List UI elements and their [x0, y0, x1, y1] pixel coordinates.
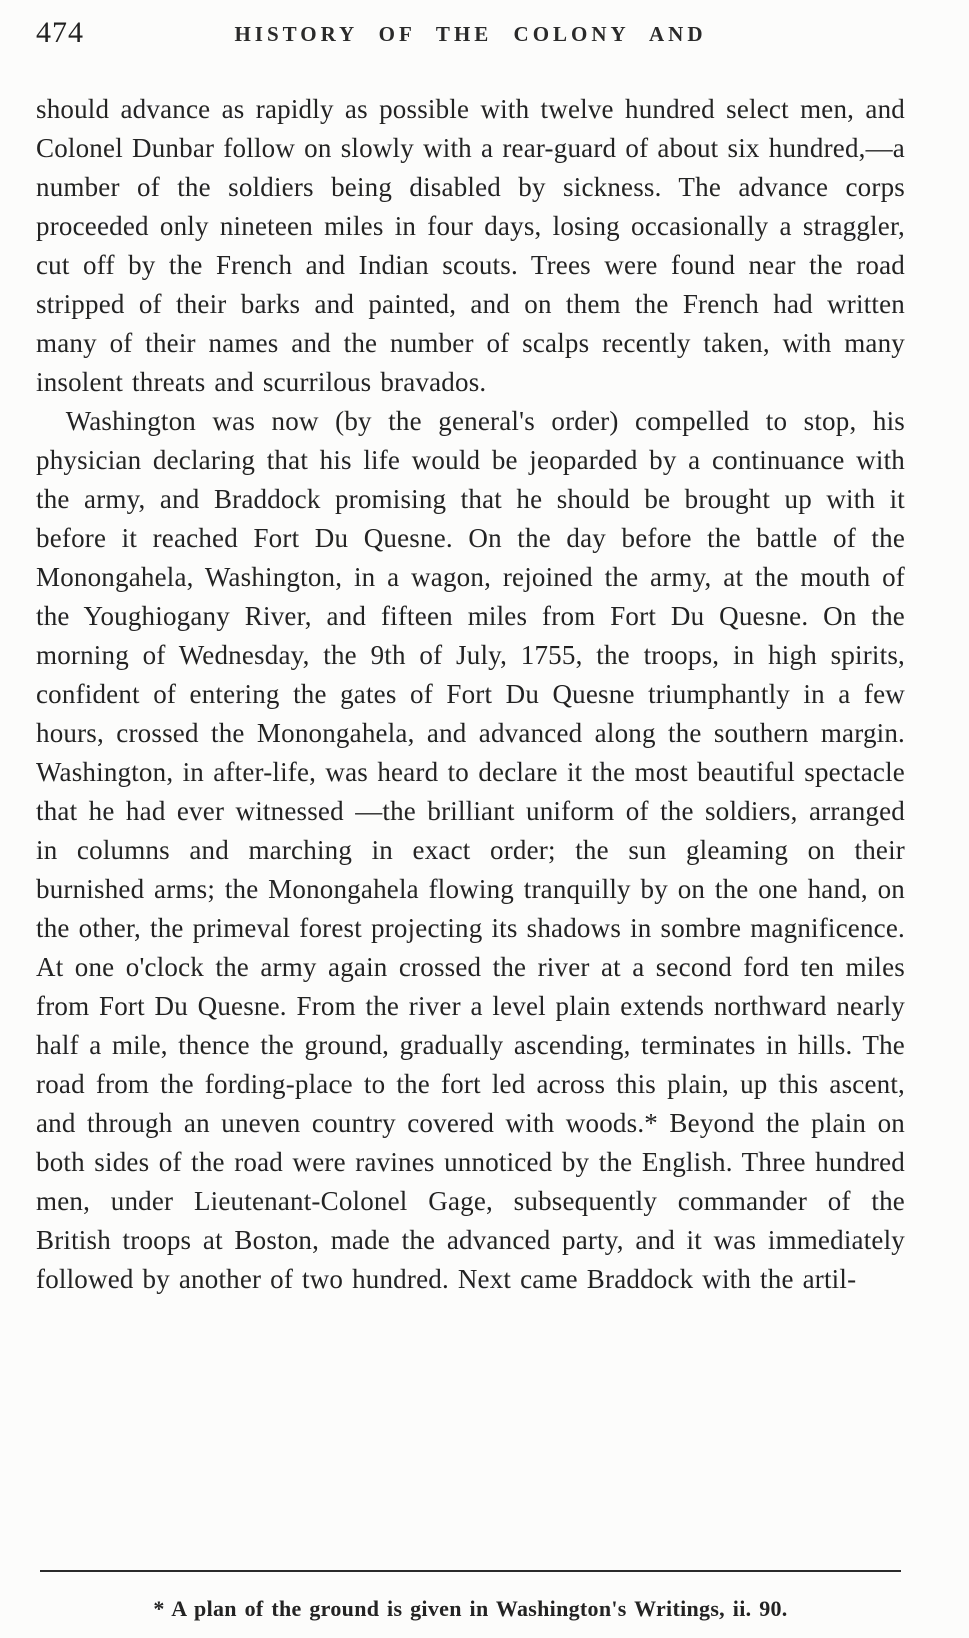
footnote-area: [36, 1570, 905, 1622]
footnote-divider: [40, 1570, 901, 1572]
paragraph-washington: Washington was now (by the general's order) compelled to stop, his physician declaring that his life would be jeoparded by a continuance with the army, and Braddock promising that he should be brought up with it before it reached Fort Du Quesne. On the day before the battle of the Monongahela, Washington, in a wagon, rejoined the army, at the mouth of the Youghiogany River, and fifteen miles from Fort Du Quesne. On the morning of Wednesday, the 9th of July, 1755, the troops, in high spirits, confident of entering the gates of Fort Du Quesne triumphantly in a few hours, crossed the Monongahela, and advanced along the southern margin. Washington, in after-life, was heard to declare it the most beautiful spectacle that he had ever witnessed —the brilliant uniform of the soldiers, arranged in columns and marching in exact order; the sun gleaming on their burnished arms; the Monongahela flowing tranquilly by on the one hand, on the other, the primeval forest projecting its shadows in sombre magnificence. At one o'clock the army again crossed the river at a second ford ten miles from Fort Du Quesne. From the river a level plain extends northward nearly half a mile, thence the ground, gradually ascending, terminates in hills. The road from the fording-place to the fort led across this plain, up this ascent, and through an uneven country covered with woods.* Beyond the plain on both sides of the road were ravines unnoticed by the English. Three hundred men, under Lieutenant-Colonel Gage, subsequently commander of the British troops at Boston, made the advanced party, and it was immediately followed by another of two hundred. Next came Braddock with the artil-: [36, 406, 905, 1294]
page-header: [36, 16, 905, 60]
footnote: * A plan of the ground is given in Washington's Writings, ii. 90.: [153, 1596, 788, 1621]
page-body: [36, 90, 905, 1299]
page-number: 474: [36, 16, 84, 49]
running-header: HISTORY OF THE COLONY AND: [234, 22, 707, 46]
paragraph-continuation: should advance as rapidly as possible with twelve hundred select men, and Colonel Dunbar follow on slowly with a rear-guard of about six hundred,—a number of the soldiers being disabled by sickness. The advance corps proceeded only nineteen miles in four days, losing occasionally a straggler, cut off by the French and Indian scouts. Trees were found near the road stripped of their barks and painted, and on them the French had written many of their names and the number of scalps recently taken, with many insolent threats and scurrilous bravados.: [36, 94, 905, 397]
